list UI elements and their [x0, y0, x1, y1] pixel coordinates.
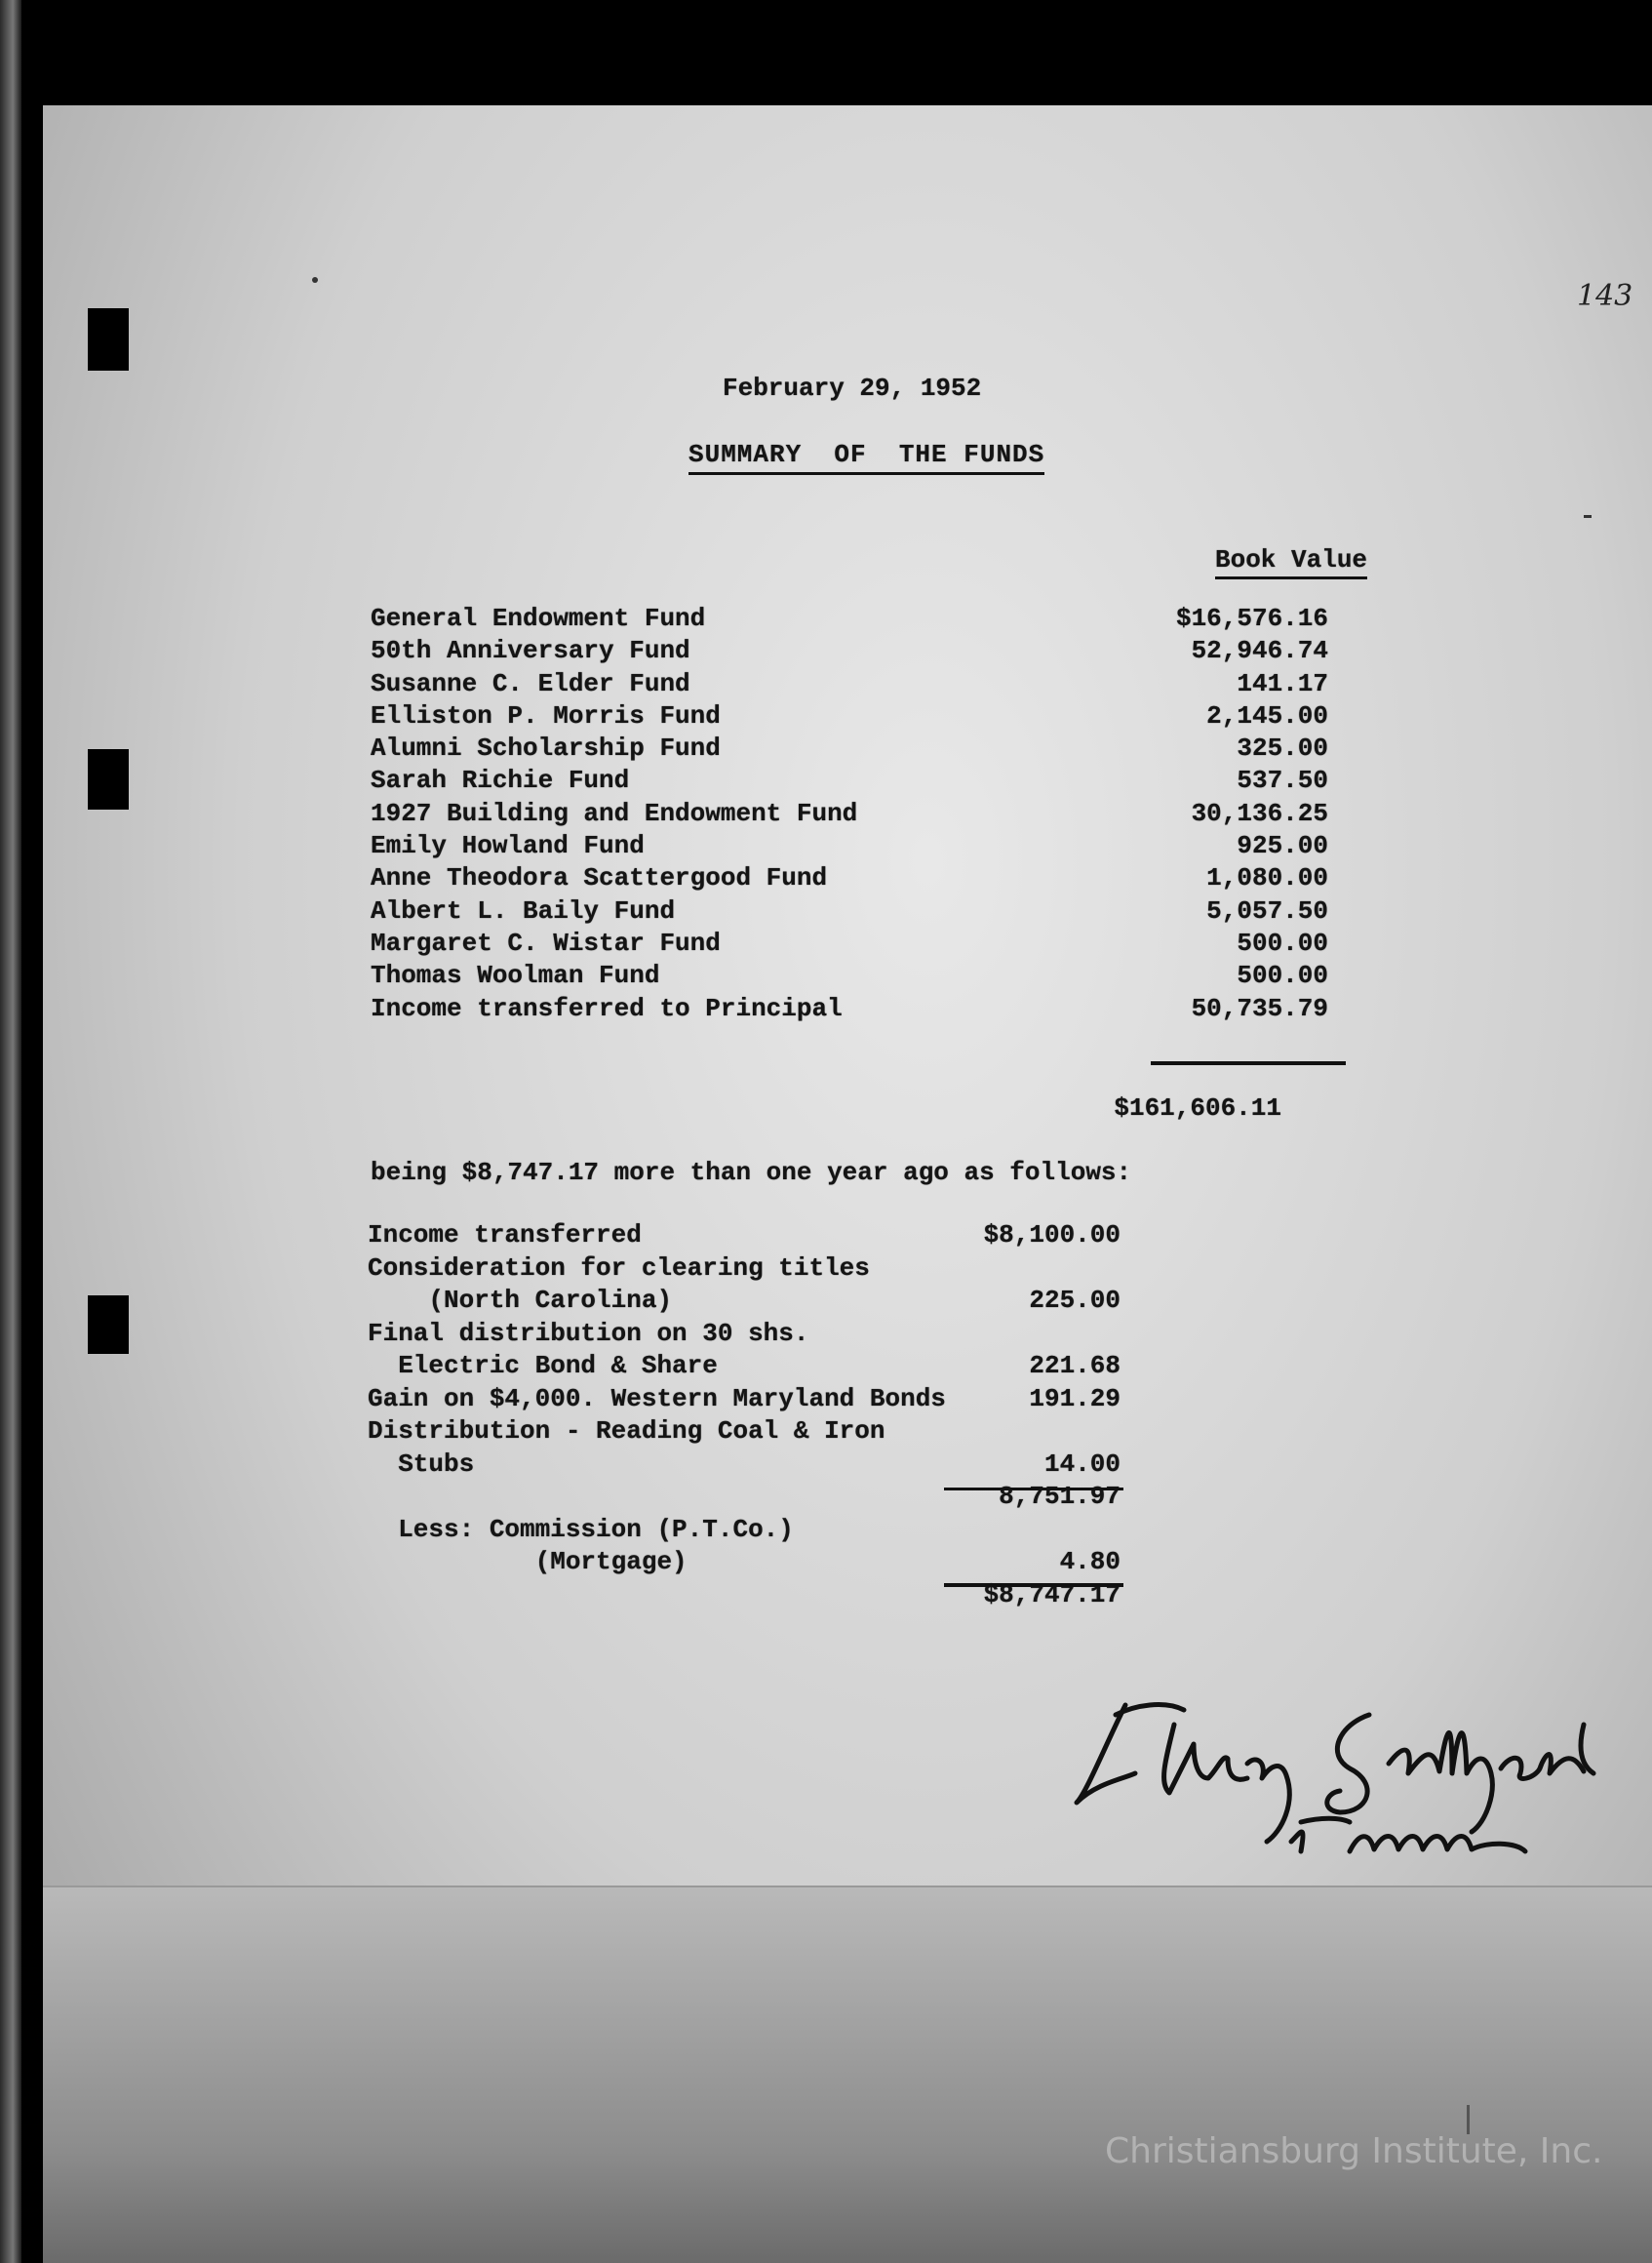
fund-row	[371, 635, 1346, 667]
increase-row	[368, 1514, 1128, 1547]
increase-total: $8,747.17	[983, 1579, 1121, 1609]
fund-row	[371, 733, 1346, 765]
fund-name: Sarah Richie Fund	[371, 766, 630, 796]
funds-total: $161,606.11	[1114, 1093, 1281, 1123]
increase-row	[368, 1415, 1128, 1449]
fund-row	[371, 668, 1346, 700]
increase-row	[368, 1285, 1128, 1318]
increase-row	[368, 1350, 1128, 1383]
fund-row	[371, 603, 1346, 635]
document-date: February 29, 1952	[723, 374, 982, 403]
increase-row	[368, 1449, 1128, 1482]
increase-label: Income transferred	[368, 1220, 642, 1250]
fund-row	[371, 765, 1346, 797]
increase-label: Stubs	[368, 1449, 475, 1479]
fund-row	[371, 928, 1346, 960]
increase-value: 225.00	[1029, 1286, 1121, 1315]
fund-name: Albert L. Baily Fund	[371, 895, 676, 926]
increase-value: 4.80	[1059, 1547, 1121, 1576]
fund-name: 1927 Building and Endowment Fund	[371, 798, 858, 828]
fund-value: 2,145.00	[1206, 700, 1328, 731]
fund-value: 500.00	[1237, 961, 1328, 991]
fund-row	[371, 993, 1346, 1025]
fund-name: Thomas Woolman Fund	[371, 961, 660, 991]
increase-label: (North Carolina)	[368, 1286, 673, 1315]
increase-label: Consideration for clearing titles	[368, 1252, 870, 1283]
fund-value: 500.00	[1237, 928, 1328, 958]
increase-list	[368, 1219, 1128, 1611]
fund-row	[371, 862, 1346, 894]
increase-label: Gain on $4,000. Western Maryland Bonds	[368, 1383, 946, 1413]
fund-value: 30,136.25	[1191, 798, 1328, 828]
increase-label: (Mortgage)	[368, 1547, 688, 1576]
fund-value: 5,057.50	[1206, 895, 1328, 926]
increase-sentence: being $8,747.17 more than one year ago as follows:	[371, 1158, 1132, 1187]
page-lower-area	[43, 1886, 1652, 2263]
book-value-header: Book Value	[1215, 544, 1367, 579]
watermark: Christiansburg Institute, Inc.	[1105, 2131, 1603, 2171]
fund-value: 537.50	[1237, 766, 1328, 796]
fund-name: Elliston P. Morris Fund	[371, 700, 721, 731]
increase-label: Final distribution on 30 shs.	[368, 1318, 809, 1348]
fund-value: 50,735.79	[1191, 993, 1328, 1023]
increase-value: $8,100.00	[983, 1220, 1121, 1250]
fund-value: 1,080.00	[1206, 863, 1328, 893]
fund-value: 52,946.74	[1191, 636, 1328, 666]
increase-row	[368, 1252, 1128, 1286]
increase-value: 191.29	[1029, 1383, 1121, 1413]
fund-name: Anne Theodora Scattergood Fund	[371, 863, 828, 893]
film-edge	[0, 0, 21, 2263]
increase-label: Distribution - Reading Coal & Iron	[368, 1416, 885, 1446]
increase-row	[368, 1546, 1128, 1579]
fund-value: 325.00	[1237, 734, 1328, 764]
subtotal-rule	[944, 1488, 1123, 1490]
fund-name: Margaret C. Wistar Fund	[371, 928, 721, 958]
final-total-rule	[944, 1583, 1123, 1587]
fund-name: Alumni Scholarship Fund	[371, 734, 721, 764]
increase-subtotal: 8,751.97	[999, 1482, 1121, 1511]
document-title: SUMMARY OF THE FUNDS	[688, 439, 1044, 475]
fund-row	[371, 798, 1346, 830]
increase-row	[368, 1219, 1128, 1252]
treasurer-signature	[1057, 1686, 1642, 1881]
total-rule	[1151, 1061, 1346, 1065]
document-page	[43, 105, 1652, 2263]
increase-value: 14.00	[1043, 1449, 1121, 1479]
scan-speck	[1584, 515, 1592, 518]
fund-value: 141.17	[1237, 668, 1328, 698]
fund-name: Susanne C. Elder Fund	[371, 668, 690, 698]
fund-value: 925.00	[1237, 831, 1328, 861]
increase-label: Less: Commission (P.T.Co.)	[368, 1514, 794, 1544]
increase-row	[368, 1383, 1128, 1416]
punch-hole-top	[88, 308, 129, 371]
fund-name: General Endowment Fund	[371, 604, 706, 633]
fund-row	[371, 700, 1346, 733]
fund-row	[371, 960, 1346, 992]
scan-speck	[1467, 2105, 1470, 2134]
increase-value: 221.68	[1029, 1351, 1121, 1380]
fund-row	[371, 895, 1346, 928]
punch-hole-bottom	[88, 1295, 129, 1354]
increase-row	[368, 1318, 1128, 1351]
punch-hole-middle	[88, 749, 129, 810]
fund-row	[371, 830, 1346, 862]
increase-label: Electric Bond & Share	[368, 1351, 718, 1380]
page-number: 143	[1577, 279, 1633, 313]
scan-speck	[312, 277, 318, 283]
fund-name: Emily Howland Fund	[371, 831, 645, 861]
fund-value: $16,576.16	[1175, 604, 1328, 633]
increase-row	[368, 1481, 1128, 1514]
fund-name: 50th Anniversary Fund	[371, 636, 690, 666]
fund-list	[371, 603, 1346, 1025]
fund-name: Income transferred to Principal	[371, 993, 843, 1023]
